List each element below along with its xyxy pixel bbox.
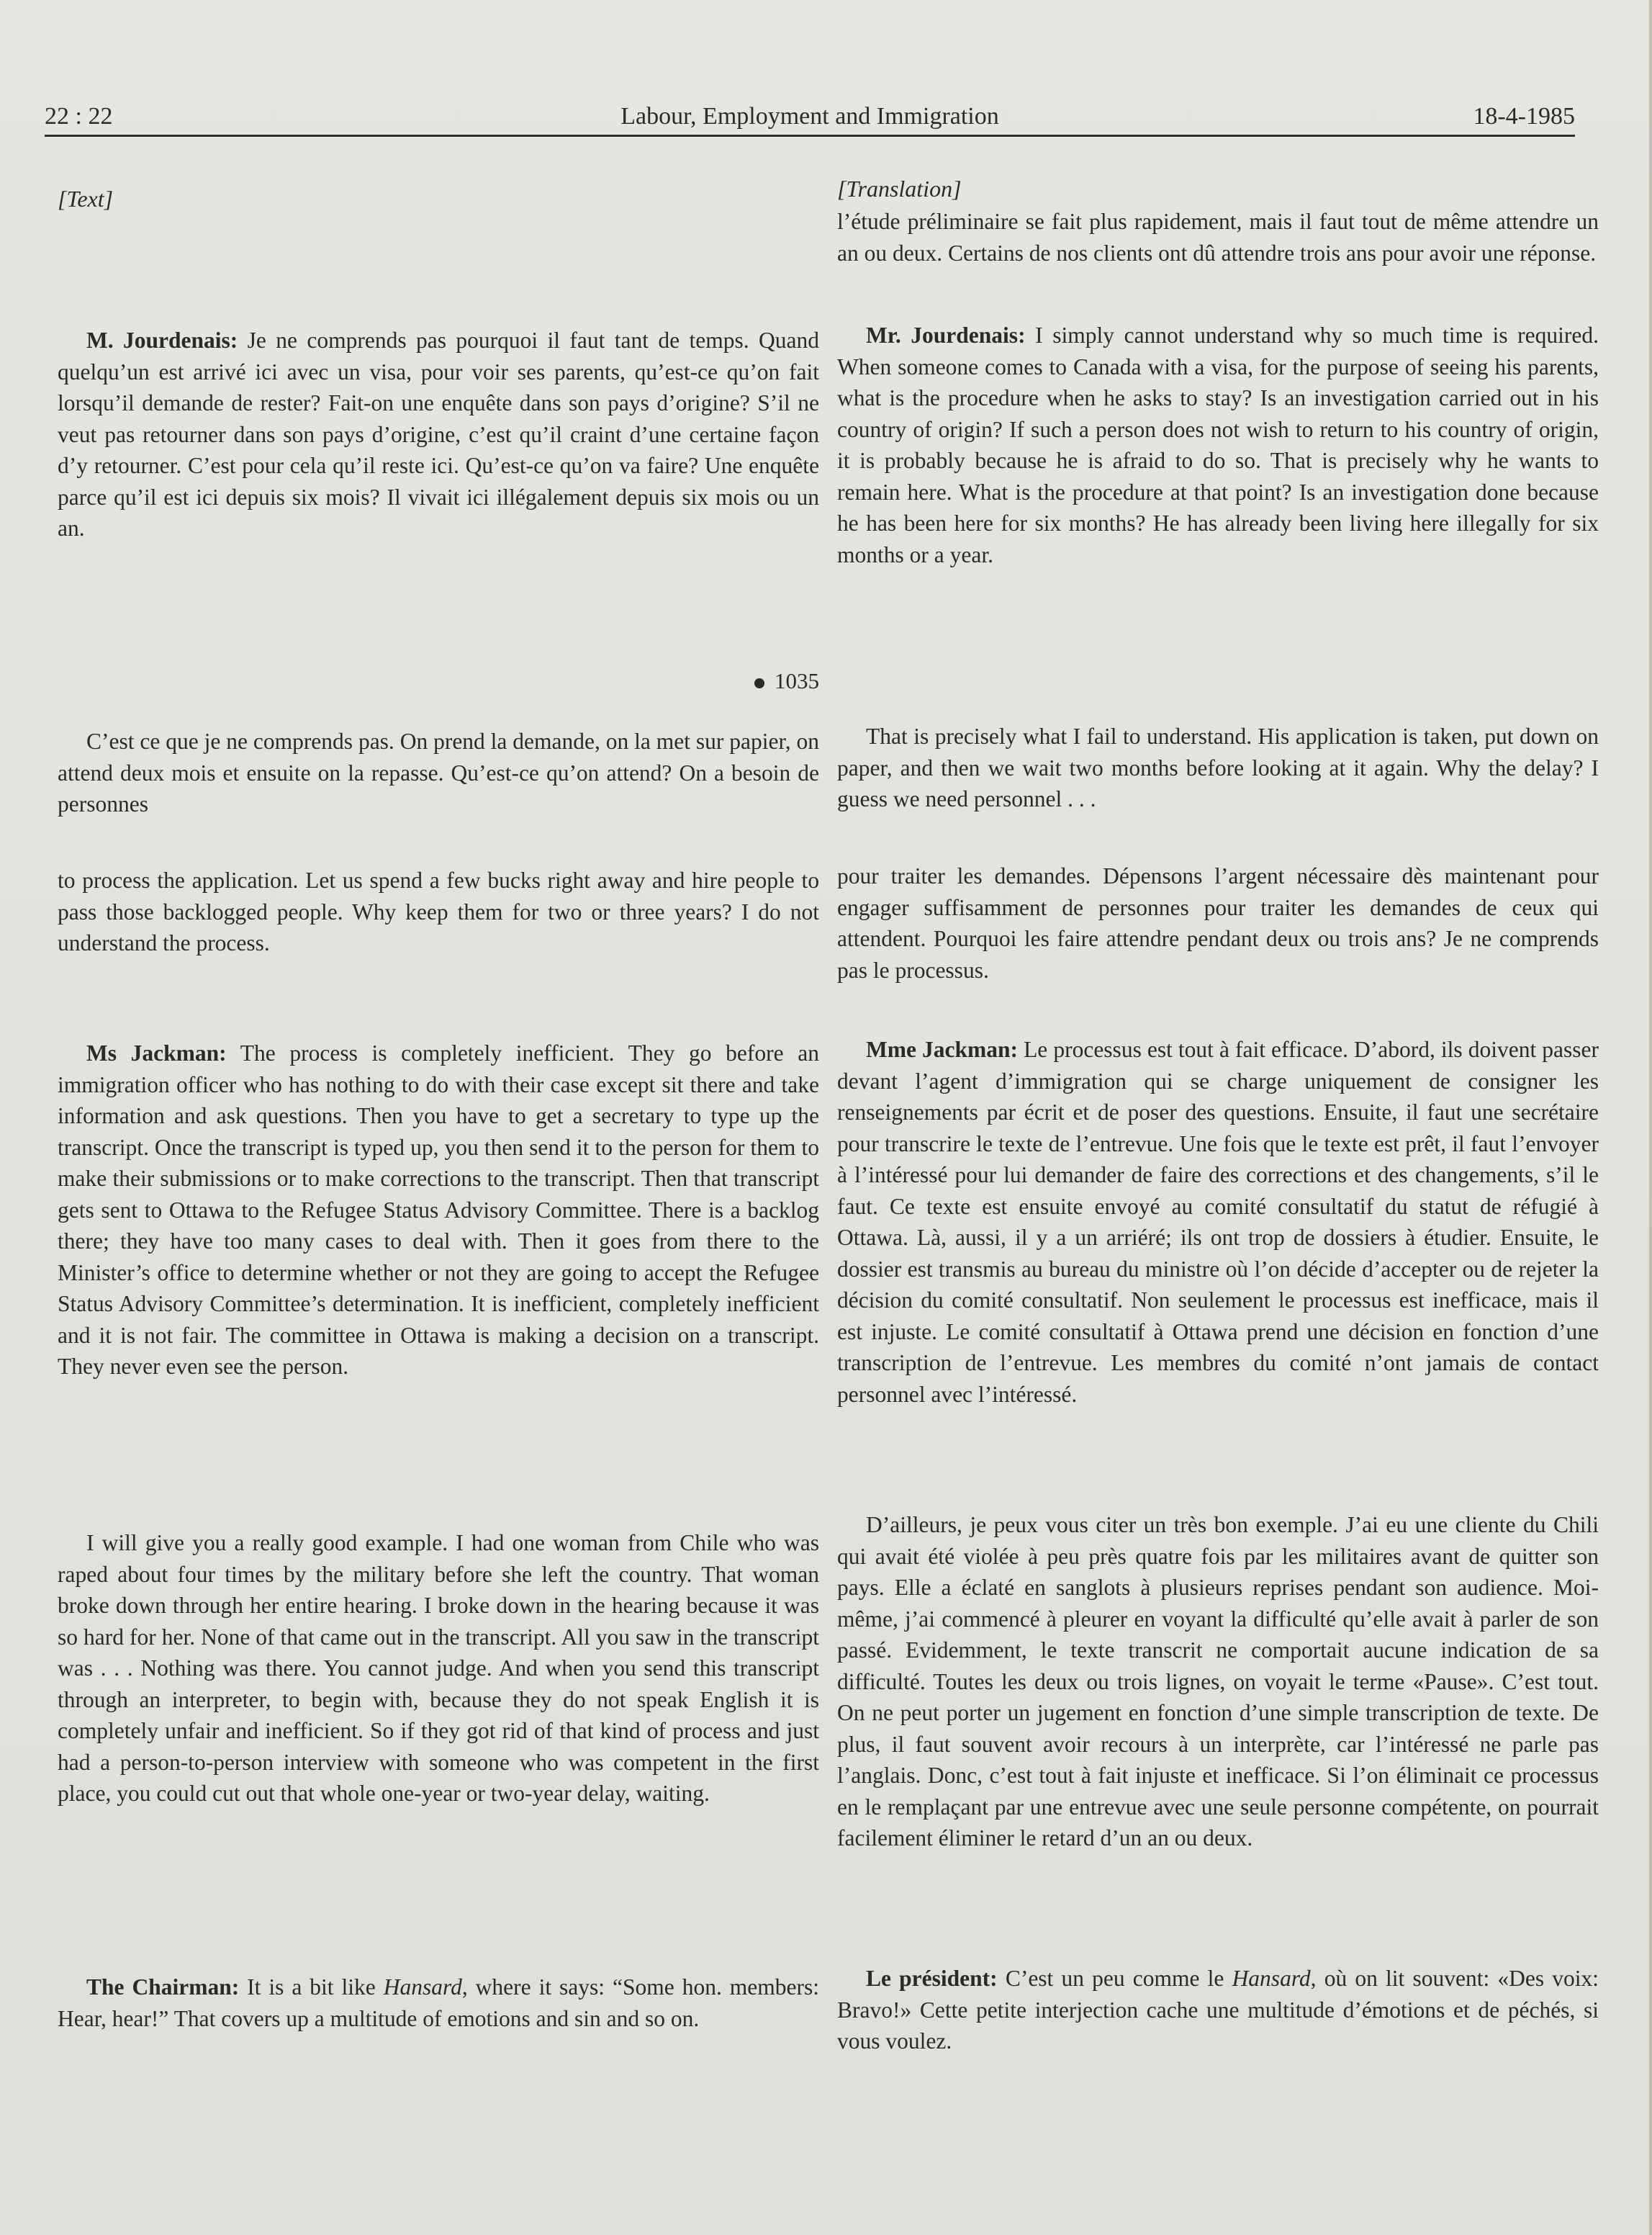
paragraph-chairman-en [58,1971,819,2034]
paragraph-text: , where it says: “Some hon. members: Hear, hear!” That covers up a multitude of emotions and sin and so on. [58,1974,819,2031]
paragraph-example-fr: D’ailleurs, je peux vous citer un très bon exemple. J’ai eu une cliente du Chili qui avait été violée à peu près quatre fois par les militaires avant de quitter son pays. Elle a éclaté en sanglots à plusieurs reprises pendant son audience. Moi-même, j’ai commencé à pleurer en voyant la difficulté qu’elle avait à parler de son passé. Evidemment, le texte transcrit ne comportait aucune indication de sa difficulté. Toutes les deux ou trois lignes, on voyait le terme «Pause». C’est tout. On ne peut porter un jugement en fonction d’une simple transcription de texte. De plus, il faut souvent avoir recours à un interprète, car l’intéressé ne parle pas l’anglais. Donc, c’est tout à fait injuste et inefficace. Si l’on éliminait ce processus en le remplaçant par une entrevue avec une seule personne compétente, on pourrait facilement éliminer le retard d’un an ou deux. [837,1512,1599,1850]
paragraph-text: Le processus est tout à fait efficace. D’abord, ils doivent passer devant l’agent d’immigration qui se charge uniquement de consigner les renseignements par écrit et de poser des questions. Ensuite, il faut une secrétaire pour transcrire le texte de l’entrevue. Une fois que le texte est prêt, il faut l’envoyer à l’intéressé pour lui demander de faire des corrections et des changements, s’il le faut. Ce texte est ensuite envoyé au comité consultatif du statut de réfugié à Ottawa. Là, aussi, il y a un arriéré; ils ont trop de dossiers à étudier. Ensuite, le dossier est transmis au bureau du ministre où l’on décide d’accepter ou de rejeter la décision du comité consultatif. Non seulement le processus est inefficace, mais il est injuste. Le comité consultatif à Ottawa prend une décision en fonction d’une transcription de l’entrevue. Les membres du comité n’ont jamais de contact personnel avec l’intéressé. [837,1037,1599,1407]
header-date: 18-4-1985 [1473,103,1575,130]
paragraph-text: , où on lit souvent: «Des voix: Bravo!» Cette petite interjection cache une multitude d’émotions et de péchés, si vous voulez. [837,1966,1599,2054]
speaker-name: Ms Jackman: [86,1040,227,1066]
paragraph-jackman-en [58,1038,819,1382]
time-marker-value: 1035 [775,668,819,693]
paragraph-fr-insert: pour traiter les demandes. Dépensons l’argent nécessaire dès maintenant pour engager suffisamment de personnes pour traiter les demandes de ceux qui attendent. Pourquoi les faire attendre pendant deux ou trois ans? Je ne comprends pas le processus. [837,863,1599,983]
speaker-name: Mme Jackman: [866,1037,1019,1062]
page-header [45,101,1575,135]
column-label-text: [Text] [58,186,114,212]
hansard-title: Hansard [383,1974,462,2000]
paragraph-example-en: I will give you a really good example. I had one woman from Chile who was raped about four times by the military before she left the country. That woman broke down through her entire hearing. I broke down in the hearing because it was so hard for her. None of that came out in the transcript. All you saw in the transcript was . . . Nothing was there. You cannot judge. And when you send this transcript through an interpreter, to begin with, because they do not speak English it is completely unfair and inefficient. So if they got rid of that kind of process and just had a person-to-person interview with someone who was competent in the first place, you could cut out that whole one-year or two-year delay, waiting. [58,1530,819,1806]
speaker-name: Mr. Jourdenais: [866,323,1026,348]
paragraph-en-insert: to process the application. Let us spend a few bucks right away and hire people to pass those backlogged people. Why keep them for two or three years? I do not understand the process. [58,868,819,955]
column-label-translation: [Translation] [837,176,962,202]
paragraph-en-continuation: That is precisely what I fail to understand. His application is taken, put down on paper, and then we wait two months before looking at it again. Why the delay? I guess we need personnel . . . [837,724,1599,811]
paragraph-text: The process is completely inefficient. They go before an immigration officer who has nothing to do with their case except sit there and take information and ask questions. Then you have to get a secretary to type up the transcript. Once the transcript is typed up, you then send it to the person for them to make their submissions or to make corrections to the transcript. Then that transcript gets sent to Ottawa to the Refugee Status Advisory Committee. There is a backlog there; they have too many cases to deal with. Then it goes from there to the Minister’s office to determine whether or not they are going to accept the Refugee Status Advisory Committee’s determination. It is inefficient, completely inefficient and it is not fair. The committee in Ottawa is making a decision on a transcript. They never even see the person. [58,1040,819,1379]
paragraph-fr-continuation: C’est ce que je ne comprends pas. On prend la demande, on la met sur papier, on attend deux mois et ensuite on la repasse. Qu’est-ce qu’on attend? On a besoin de personnes [58,729,819,817]
header-rule [45,135,1575,137]
time-marker [58,667,819,696]
paragraph-text: It is a bit like [239,1974,384,2000]
paragraph-president-fr [837,1963,1599,2057]
page-number: 22 : 22 [45,103,113,130]
paragraph-fr-opening: l’étude préliminaire se fait plus rapidement, mais il faut tout de même attendre un an ou deux. Certains de nos clients ont dû attendre trois ans pour avoir une réponse. [837,209,1599,266]
speaker-name: M. Jourdenais: [86,328,238,353]
paragraph-jourdenais-fr [58,325,819,544]
hansard-title: Hansard [1232,1966,1311,1991]
bullet-icon [754,678,764,688]
paragraph-jackman-fr [837,1034,1599,1410]
paragraph-text: C’est un peu comme le [997,1966,1232,1991]
speaker-name: Le président: [866,1966,998,1991]
page-edge [1649,0,1652,2235]
paragraph-text: I simply cannot understand why so much time is required. When someone comes to Canada with a visa, for the purpose of seeing his parents, what is the procedure when he asks to stay? Is an investigation carried out in his country of origin? If such a person does not wish to return to his country of origin, it is probably because he is afraid to do so. That is precisely why he wants to remain here. What is the procedure at that point? Is an investigation done because he has been here for six months? He has already been living here illegally for six months or a year. [837,323,1599,567]
speaker-name: The Chairman: [86,1974,240,2000]
paragraph-text: Je ne comprends pas pourquoi il faut tant de temps. Quand quelqu’un est arrivé ici avec un visa, pour voir ses parents, qu’est-ce qu’on fait lorsqu’il demande de rester? Fait-on une enquête dans son pays d’origine? S’il ne veut pas retourner dans son pays d’origine, c’est qu’il craint d’une certaine façon d’y retourner. C’est pour cela qu’il reste ici. Qu’est-ce qu’on va faire? Une enquête parce qu’il est ici depuis six mois? Il vivait ici illégalement depuis six mois ou un an. [58,328,819,541]
running-title: Labour, Employment and Immigration [620,103,999,130]
paragraph-jourdenais-en [837,320,1599,570]
